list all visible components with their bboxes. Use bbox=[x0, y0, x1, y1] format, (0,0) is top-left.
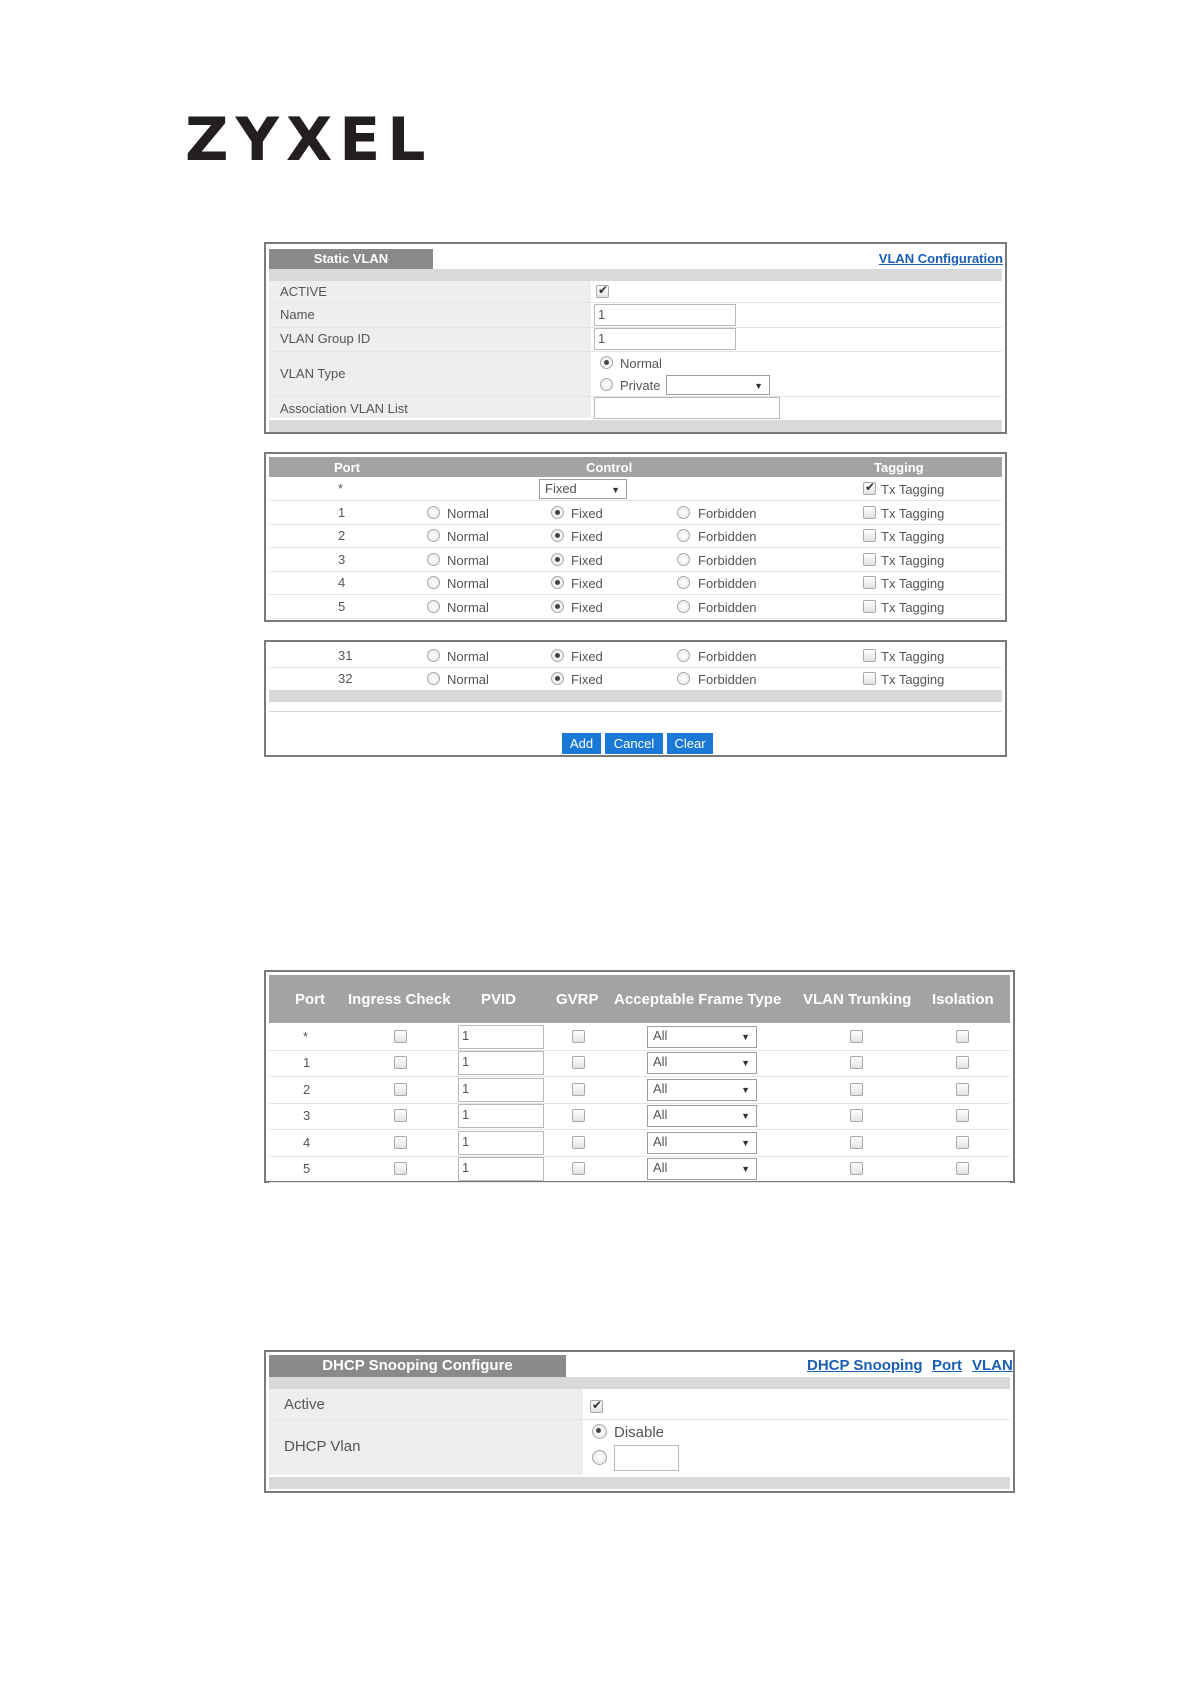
control-all-select-value: Fixed bbox=[545, 481, 577, 496]
control-normal-label: Normal bbox=[447, 599, 489, 615]
tx-tagging-all-checkbox[interactable] bbox=[863, 482, 876, 495]
dropdown-arrow-icon: ▼ bbox=[741, 1111, 750, 1122]
clear-button[interactable]: Clear bbox=[667, 733, 713, 754]
dropdown-arrow-icon: ▼ bbox=[741, 1084, 750, 1095]
dhcp-snooping-link[interactable]: DHCP Snooping bbox=[807, 1357, 923, 1374]
port-number: 2 bbox=[338, 528, 346, 544]
dhcp-vlan-disable-label: Disable bbox=[614, 1424, 665, 1441]
gvrp-checkbox[interactable] bbox=[572, 1162, 585, 1175]
port-number: * bbox=[338, 481, 344, 496]
control-forbidden-radio[interactable] bbox=[677, 553, 690, 566]
static-vlan-panel bbox=[264, 242, 1007, 434]
frame-type-value: All bbox=[653, 1160, 668, 1175]
port-control-row bbox=[269, 596, 1002, 618]
pvid-input[interactable]: 1 bbox=[458, 1157, 544, 1181]
dhcp-vlan-disable-radio[interactable] bbox=[592, 1424, 607, 1439]
control-forbidden-label: Forbidden bbox=[698, 599, 757, 615]
frame-type-value: All bbox=[653, 1054, 668, 1070]
static-vlan-tab: Static VLAN bbox=[269, 249, 433, 269]
tx-tagging-checkbox[interactable] bbox=[863, 600, 876, 613]
header-isolation: Isolation bbox=[932, 991, 994, 1008]
frame-type-select[interactable] bbox=[647, 1132, 757, 1154]
port-control-row bbox=[269, 502, 1002, 524]
header-pvid: PVID bbox=[481, 991, 517, 1008]
control-normal-label: Normal bbox=[447, 672, 489, 688]
control-fixed-radio[interactable] bbox=[551, 506, 564, 519]
row-divider bbox=[269, 302, 1002, 303]
port-control-row bbox=[269, 668, 1002, 690]
footer-bar bbox=[269, 1477, 1010, 1489]
port-setup-all-row bbox=[269, 1024, 1010, 1050]
gvrp-checkbox[interactable] bbox=[572, 1030, 585, 1043]
isolation-checkbox[interactable] bbox=[956, 1136, 969, 1149]
association-vlan-list-label: Association VLAN List bbox=[280, 401, 408, 416]
tx-tagging-checkbox[interactable] bbox=[863, 672, 876, 685]
footer-line bbox=[269, 711, 1002, 712]
port-setup-panel bbox=[264, 970, 1015, 1183]
control-forbidden-label: Forbidden bbox=[698, 649, 757, 664]
vlan-group-id-label: VLAN Group ID bbox=[280, 331, 371, 346]
association-vlan-list-input[interactable] bbox=[594, 397, 780, 419]
port-setup-row bbox=[269, 1103, 1010, 1129]
footer-bar bbox=[269, 420, 1002, 432]
frame-type-select[interactable] bbox=[647, 1105, 757, 1127]
control-fixed-label: Fixed bbox=[571, 506, 603, 521]
header-gvrp: GVRP bbox=[556, 991, 599, 1008]
pvid-input[interactable]: 1 bbox=[458, 1078, 544, 1102]
vlan-type-label: VLAN Type bbox=[280, 366, 346, 381]
header-port: Port bbox=[295, 991, 325, 1008]
frame-type-select[interactable] bbox=[647, 1026, 757, 1048]
control-normal-label: Normal bbox=[447, 506, 489, 521]
port-control-row bbox=[269, 572, 1002, 594]
port-number: 3 bbox=[303, 1108, 311, 1124]
pvid-input[interactable]: 1 bbox=[458, 1131, 544, 1155]
control-fixed-label: Fixed bbox=[571, 672, 603, 688]
control-forbidden-label: Forbidden bbox=[698, 672, 757, 688]
name-label: Name bbox=[280, 307, 315, 322]
control-normal-radio[interactable] bbox=[427, 672, 440, 685]
control-normal-radio[interactable] bbox=[427, 576, 440, 589]
control-fixed-radio[interactable] bbox=[551, 576, 564, 589]
dhcp-snooping-tab: DHCP Snooping Configure bbox=[269, 1355, 566, 1377]
control-fixed-radio[interactable] bbox=[551, 553, 564, 566]
header-underline bbox=[269, 1377, 1010, 1389]
tx-tagging-label: Tx Tagging bbox=[881, 529, 945, 545]
port-number: 1 bbox=[338, 505, 346, 520]
dhcp-vlan-input[interactable] bbox=[614, 1445, 679, 1471]
vlan-group-id-input[interactable]: 1 bbox=[594, 328, 736, 350]
header-underline bbox=[269, 269, 1002, 281]
port-number: 31 bbox=[338, 648, 353, 663]
tx-tagging-checkbox[interactable] bbox=[863, 529, 876, 542]
control-all-select[interactable] bbox=[539, 479, 627, 499]
tx-tagging-checkbox[interactable] bbox=[863, 553, 876, 566]
name-input[interactable]: 1 bbox=[594, 304, 736, 326]
isolation-checkbox[interactable] bbox=[956, 1109, 969, 1122]
header-vlan-trunking: VLAN Trunking bbox=[803, 991, 912, 1008]
header-ingress-check: Ingress Check bbox=[348, 991, 451, 1008]
tx-tagging-label: Tx Tagging bbox=[881, 482, 945, 497]
frame-type-select[interactable] bbox=[647, 1158, 757, 1180]
isolation-checkbox[interactable] bbox=[956, 1162, 969, 1175]
isolation-checkbox[interactable] bbox=[956, 1030, 969, 1043]
control-fixed-label: Fixed bbox=[571, 599, 603, 615]
row-divider bbox=[269, 351, 1002, 352]
control-forbidden-label: Forbidden bbox=[698, 552, 757, 568]
ingress-check-checkbox[interactable] bbox=[394, 1083, 407, 1096]
port-control-tail-panel bbox=[264, 640, 1007, 757]
vlan-trunking-checkbox[interactable] bbox=[850, 1162, 863, 1175]
control-normal-label: Normal bbox=[447, 576, 489, 592]
ingress-check-checkbox[interactable] bbox=[394, 1030, 407, 1043]
control-normal-label: Normal bbox=[447, 649, 489, 664]
vlan-trunking-checkbox[interactable] bbox=[850, 1083, 863, 1096]
port-link[interactable]: Port bbox=[932, 1357, 962, 1374]
port-number: 4 bbox=[303, 1134, 311, 1150]
active-label: ACTIVE bbox=[280, 284, 327, 299]
control-fixed-label: Fixed bbox=[571, 649, 603, 664]
tx-tagging-label: Tx Tagging bbox=[881, 506, 945, 521]
vlan-type-normal-radio[interactable] bbox=[600, 356, 613, 369]
port-control-all-row bbox=[269, 478, 1002, 500]
vlan-trunking-checkbox[interactable] bbox=[850, 1136, 863, 1149]
control-fixed-radio[interactable] bbox=[551, 649, 564, 662]
gvrp-checkbox[interactable] bbox=[572, 1056, 585, 1069]
control-forbidden-radio[interactable] bbox=[677, 506, 690, 519]
port-setup-row bbox=[269, 1050, 1010, 1076]
frame-type-select[interactable] bbox=[647, 1079, 757, 1101]
control-forbidden-radio[interactable] bbox=[677, 529, 690, 542]
tx-tagging-label: Tx Tagging bbox=[881, 599, 945, 615]
gvrp-checkbox[interactable] bbox=[572, 1109, 585, 1122]
frame-type-value: All bbox=[653, 1107, 668, 1123]
dropdown-arrow-icon: ▼ bbox=[741, 1137, 750, 1148]
row-divider bbox=[269, 500, 1002, 501]
row-divider bbox=[269, 618, 1002, 619]
header-tagging: Tagging bbox=[874, 460, 924, 475]
port-setup-header bbox=[269, 975, 1010, 1023]
dhcp-snooping-panel bbox=[264, 1350, 1015, 1493]
row-divider bbox=[269, 1182, 1010, 1183]
zyxel-logo: ZYXEL bbox=[185, 105, 433, 175]
frame-type-value: All bbox=[653, 1028, 668, 1043]
control-fixed-label: Fixed bbox=[571, 576, 603, 592]
control-normal-radio[interactable] bbox=[427, 529, 440, 542]
vlan-trunking-checkbox[interactable] bbox=[850, 1030, 863, 1043]
dropdown-arrow-icon: ▼ bbox=[741, 1058, 750, 1069]
tx-tagging-checkbox[interactable] bbox=[863, 649, 876, 662]
tx-tagging-checkbox[interactable] bbox=[863, 506, 876, 519]
tx-tagging-label: Tx Tagging bbox=[881, 672, 945, 688]
control-fixed-label: Fixed bbox=[571, 552, 603, 568]
ingress-check-checkbox[interactable] bbox=[394, 1056, 407, 1069]
header-control: Control bbox=[586, 460, 633, 475]
dropdown-arrow-icon: ▼ bbox=[741, 1164, 750, 1174]
tx-tagging-label: Tx Tagging bbox=[881, 649, 945, 664]
port-number: 32 bbox=[338, 671, 353, 687]
port-number: 3 bbox=[338, 551, 346, 567]
ingress-check-checkbox[interactable] bbox=[394, 1136, 407, 1149]
vlan-link[interactable]: VLAN bbox=[972, 1357, 1013, 1374]
vlan-trunking-checkbox[interactable] bbox=[850, 1109, 863, 1122]
control-fixed-radio[interactable] bbox=[551, 672, 564, 685]
port-number: 1 bbox=[303, 1055, 311, 1071]
port-control-header bbox=[269, 457, 1002, 477]
port-number: 4 bbox=[338, 575, 346, 591]
control-fixed-radio[interactable] bbox=[551, 529, 564, 542]
port-number: 2 bbox=[303, 1081, 311, 1097]
vlan-type-normal-label: Normal bbox=[620, 356, 662, 371]
control-normal-radio[interactable] bbox=[427, 506, 440, 519]
port-setup-row bbox=[269, 1077, 1010, 1103]
control-forbidden-radio[interactable] bbox=[677, 600, 690, 613]
control-forbidden-label: Forbidden bbox=[698, 576, 757, 592]
port-setup-row bbox=[269, 1130, 1010, 1156]
control-normal-radio[interactable] bbox=[427, 649, 440, 662]
pvid-input[interactable]: 1 bbox=[458, 1051, 544, 1075]
tx-tagging-checkbox[interactable] bbox=[863, 576, 876, 589]
port-control-panel bbox=[264, 452, 1007, 622]
control-normal-radio[interactable] bbox=[427, 553, 440, 566]
frame-type-value: All bbox=[653, 1080, 668, 1096]
control-normal-label: Normal bbox=[447, 529, 489, 545]
header-acceptable-frame-type: Acceptable Frame Type bbox=[614, 991, 782, 1008]
frame-type-select[interactable] bbox=[647, 1052, 757, 1074]
port-control-row bbox=[269, 549, 1002, 571]
isolation-checkbox[interactable] bbox=[956, 1056, 969, 1069]
add-button[interactable]: Add bbox=[562, 733, 601, 754]
port-setup-row bbox=[269, 1156, 1010, 1182]
ingress-check-checkbox[interactable] bbox=[394, 1162, 407, 1175]
dhcp-vlan-label: DHCP Vlan bbox=[284, 1438, 361, 1455]
dropdown-arrow-icon: ▼ bbox=[754, 381, 763, 391]
footer-bar bbox=[269, 690, 1002, 702]
control-forbidden-radio[interactable] bbox=[677, 672, 690, 685]
active-checkbox[interactable] bbox=[596, 285, 609, 298]
private-vlan-select[interactable] bbox=[666, 375, 770, 395]
gvrp-checkbox[interactable] bbox=[572, 1083, 585, 1096]
port-number: 5 bbox=[338, 598, 346, 614]
tx-tagging-label: Tx Tagging bbox=[881, 552, 945, 568]
vlan-type-private-radio[interactable] bbox=[600, 378, 613, 391]
dropdown-arrow-icon: ▼ bbox=[741, 1032, 750, 1042]
port-number: 5 bbox=[303, 1161, 311, 1176]
control-forbidden-label: Forbidden bbox=[698, 529, 757, 545]
header-port: Port bbox=[334, 460, 360, 475]
dropdown-arrow-icon: ▼ bbox=[611, 485, 620, 495]
control-normal-label: Normal bbox=[447, 552, 489, 568]
control-forbidden-label: Forbidden bbox=[698, 506, 757, 521]
vlan-configuration-link[interactable]: VLAN Configuration bbox=[878, 251, 1003, 266]
row-divider bbox=[269, 1419, 1010, 1420]
dhcp-vlan-custom-radio[interactable] bbox=[592, 1450, 607, 1465]
control-forbidden-radio[interactable] bbox=[677, 576, 690, 589]
pvid-input[interactable]: 1 bbox=[458, 1104, 544, 1128]
control-normal-radio[interactable] bbox=[427, 600, 440, 613]
gvrp-checkbox[interactable] bbox=[572, 1136, 585, 1149]
control-fixed-label: Fixed bbox=[571, 529, 603, 545]
vlan-type-private-label: Private bbox=[620, 378, 661, 393]
ingress-check-checkbox[interactable] bbox=[394, 1109, 407, 1122]
port-number: * bbox=[303, 1029, 309, 1044]
port-control-row bbox=[269, 645, 1002, 667]
port-control-row bbox=[269, 525, 1002, 547]
cancel-button[interactable]: Cancel bbox=[605, 733, 663, 754]
vlan-trunking-checkbox[interactable] bbox=[850, 1056, 863, 1069]
control-fixed-radio[interactable] bbox=[551, 600, 564, 613]
frame-type-value: All bbox=[653, 1133, 668, 1149]
pvid-input[interactable]: 1 bbox=[458, 1025, 544, 1049]
dhcp-active-label: Active bbox=[284, 1396, 325, 1413]
dhcp-active-checkbox[interactable] bbox=[590, 1400, 603, 1413]
control-forbidden-radio[interactable] bbox=[677, 649, 690, 662]
isolation-checkbox[interactable] bbox=[956, 1083, 969, 1096]
tx-tagging-label: Tx Tagging bbox=[881, 576, 945, 592]
